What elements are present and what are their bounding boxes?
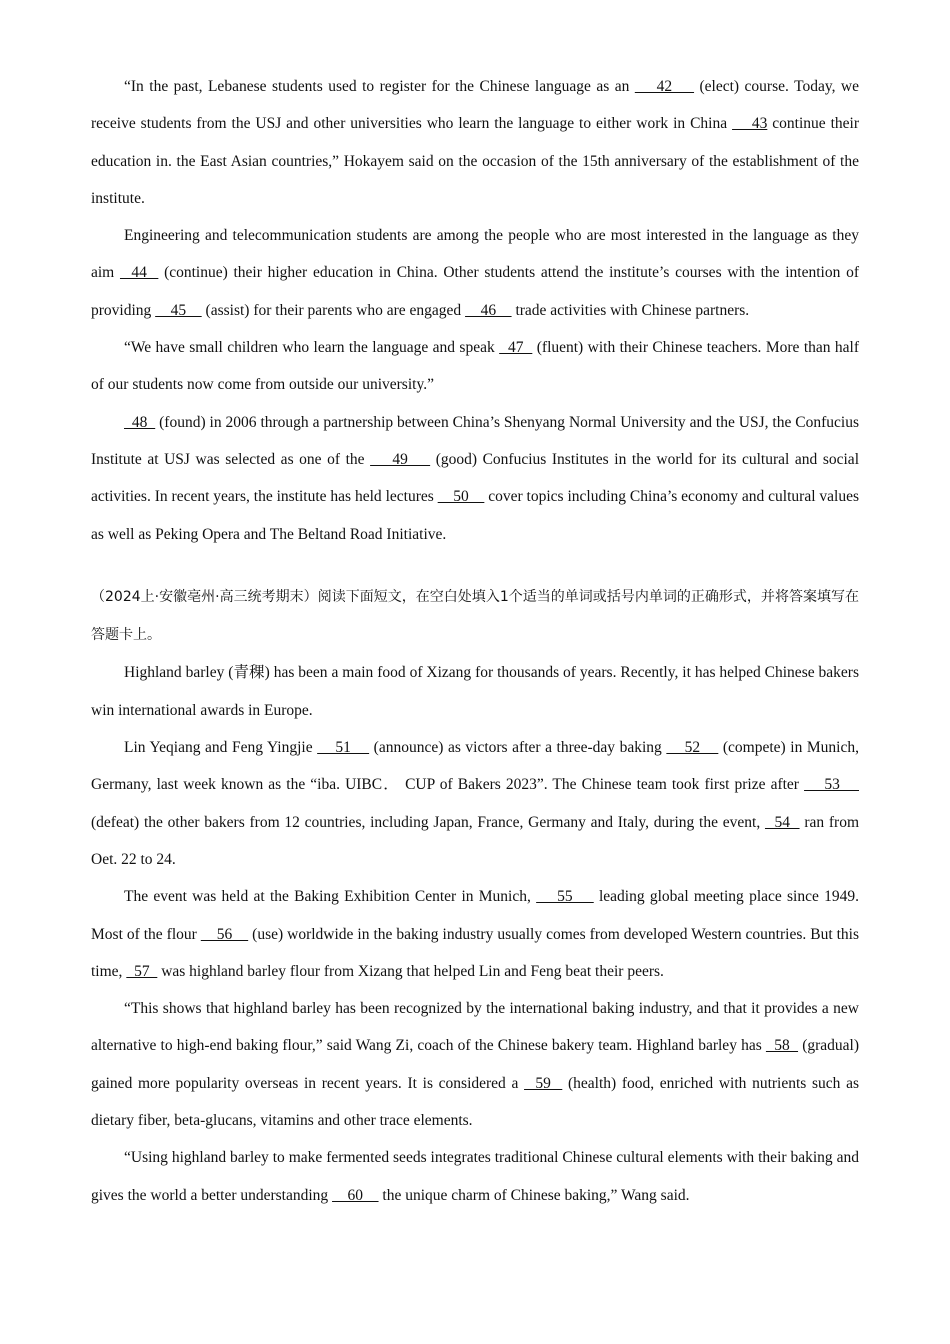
blank-51[interactable]: 51 [317,739,370,757]
passage2-paragraph-1: Highland barley (青稞) has been a main food of Xizang for thousands of years. Recently, it has helped Chinese bakers win international awards in Europe. [91,664,859,719]
blank-50[interactable]: 50 [437,488,485,506]
passage1-paragraph-4: 48 (found) in 2006 through a partnership between China’s Shenyang Normal University and the USJ, the Confucius Institute at USJ was selected as one of the 49 (good) Confucius Institutes in the world for its cultural and social activities. In recent years, the institute has held lectures 50 cover topics including China’s economy and cultural values as well as Peking Opera and The Beltand Road Initiative. [91,413,859,543]
passage1-paragraph-2: Engineering and telecommunication students are among the people who are most interested in the language as they aim 44 (continue) their higher education in China. Other students attend the institute’s courses with the intention of providing 45 (assist) for their parents who are engaged 46 trade activities with Chinese partners. [91,227,859,319]
passage1-paragraph-1: “In the past, Lebanese students used to register for the Chinese language as an 42 (elect) course. Today, we receive students from the USJ and other universities who learn the language to either work in China 43 continue their education in. the East Asian countries,” Hokayem said on the occasion of the 15th anniversary of the establishment of the institute. [91,78,859,207]
blank-60[interactable]: 60 [332,1186,379,1204]
blank-54[interactable]: 54 [764,813,800,831]
passage2-paragraph-4: “This shows that highland barley has been recognized by the international baking industry, and that it provides a new alternative to high-end baking flour,” said Wang Zi, coach of the Chinese bakery team. Highland barley has 58 (gradual) gained more popularity overseas in recent years. It is considered a 59 (health) food, enriched with nutrients such as dietary fiber, beta-glucans, vitamins and other trace elements. [91,1000,860,1130]
blank-48[interactable]: 48 [124,413,156,431]
blank-46[interactable]: 46 [465,301,512,319]
document-page [91,68,859,1214]
blank-49[interactable]: 49 [370,450,431,468]
blank-43[interactable]: 43 [732,115,768,133]
blank-56[interactable]: 56 [200,925,249,943]
blank-58[interactable]: 58 [765,1037,799,1055]
blank-44[interactable]: 44 [119,264,159,282]
passage2-paragraph-5: “Using highland barley to make fermented seeds integrates traditional Chinese cultural elements with their baking and gives the world a better understanding 60 the unique charm of Chinese baking,” Wang said. [91,1149,859,1204]
blank-59[interactable]: 59 [524,1074,563,1092]
passage1-paragraph-3: “We have small children who learn the language and speak 47 (fluent) with their Chinese teachers. More than half of our students now come from outside our university.” [91,339,860,394]
blank-42[interactable]: 42 [634,78,695,95]
blank-55[interactable]: 55 [536,888,594,906]
blank-45[interactable]: 45 [155,301,202,319]
blank-57[interactable]: 57 [126,962,158,980]
section-gap [91,553,859,578]
passage2-paragraph-3: The event was held at the Baking Exhibition Center in Munich, 55 leading global meeting place since 1949. Most of the flour 56 (use) worldwide in the baking industry usually comes from developed Western countries. But this time, 57 was highland barley flour from Xizang that helped Lin and Feng beat their peers. [91,888,860,980]
blank-52[interactable]: 52 [666,739,719,757]
passage2-paragraph-2: Lin Yeqiang and Feng Yingjie 51 (announce) as victors after a three-day baking 52 (compete) in Munich, Germany, last week known as the “iba. UIBC． CUP of Bakers 2023”. The Chinese team took first prize after 53 (defeat) the other bakers from 12 countries, including Japan, France, Germany and Italy, during the event, 54 ran from Oet. 22 to 24. [91,739,860,868]
blank-53[interactable]: 53 [804,776,859,794]
passage2-instruction: （2024上·安徽亳州·高三统考期末）阅读下面短文，在空白处填入1个适当的单词或括号内单词的正确形式，并将答案填写在答题卡上。 [91,588,859,644]
blank-47[interactable]: 47 [499,339,533,357]
